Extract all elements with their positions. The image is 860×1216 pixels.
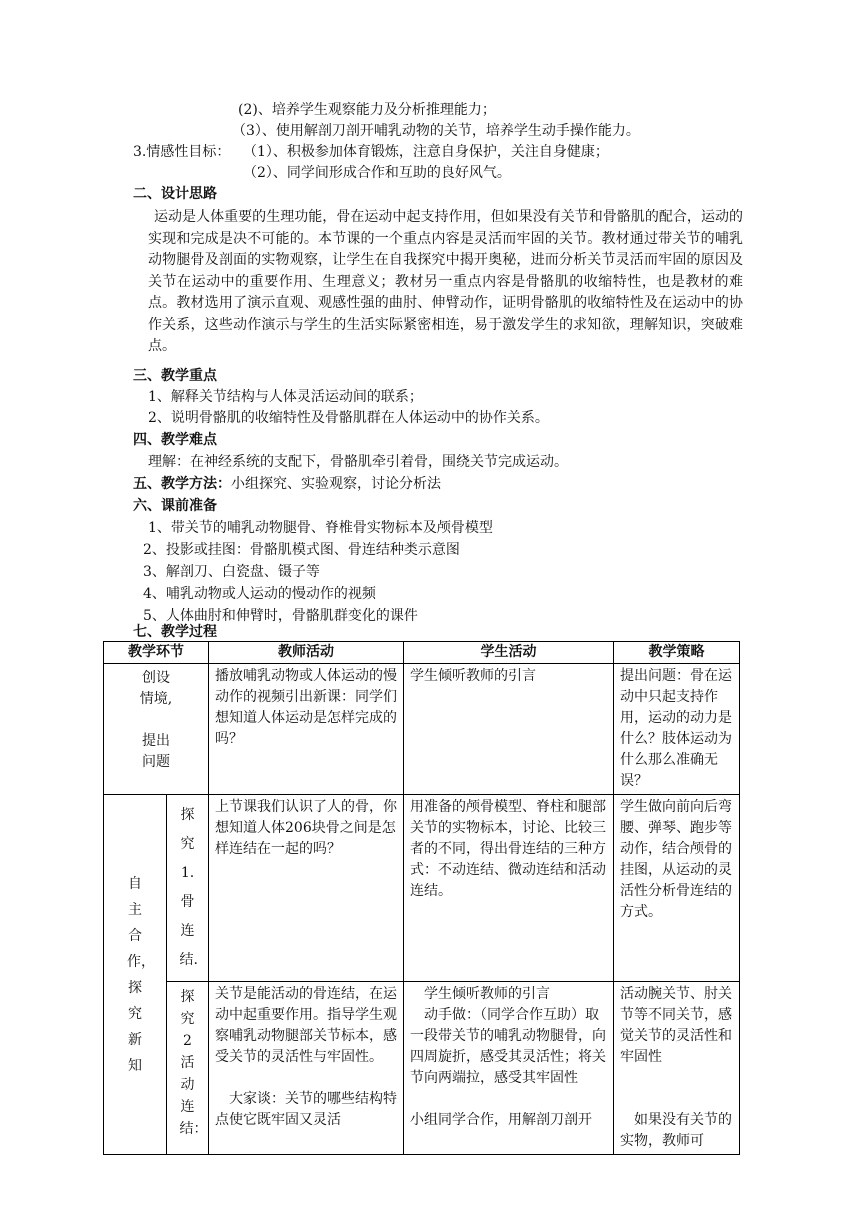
stage-line: 创设 — [142, 670, 170, 686]
row2-student: 用准备的颅骨模型、脊柱和腿部关节的实物标本，讨论、比较三者的不同，得出骨连结的三种方式：不动连结、微动连结和活动连结。 — [404, 795, 614, 982]
key-point-2: 2、说明骨骼肌的收缩特性及骨骼肌群在人体运动中的协作关系。 — [148, 410, 549, 426]
table-header-row — [104, 642, 740, 664]
row3-strategy — [614, 982, 740, 1155]
process-heading: 七、教学过程 — [133, 624, 217, 640]
design-paragraph: 运动是人体重要的生理功能，骨在运动中起支持作用，但如果没有关节和骨骼肌的配合，运动的实现和完成是决不可能的。本节课的一个重点内容是灵活而牢固的关节。教材通过带关节的哺乳动物腿骨及剖面的实物观察，让学生在自我探究中揭开奥秘，进而分析关节灵活而牢固的原因及关节在运动中的重要作用、生理意义；教材另一重点内容是骨骼肌的收缩特性，也是教材的难点。教材选用了演示直观、观感性强的曲肘、伸臂动作，证明骨骼肌的收缩特性及在运动中的协作关系，这些动作演示与学生的生活实际紧密相连，易于激发学生的求知欲，理解知识，突破难点。 — [148, 209, 743, 354]
prep-item-4: 4、哺乳动物或人运动的慢动作的视频 — [143, 586, 376, 602]
row1-teacher: 播放哺乳动物或人体运动的慢动作的视频引出新课：同学们想知道人体运动是怎样完成的吗？ — [209, 664, 404, 795]
key-points-heading: 三、教学重点 — [133, 368, 217, 384]
emotion-objective-1: （1）、积极参加体育锻炼，注意自身保护，关注自身健康； — [243, 144, 609, 160]
row2-teacher: 上节课我们认识了人的骨，你想知道人体206块骨之间是怎样连结在一起的吗？ — [209, 795, 404, 982]
row3-student — [404, 982, 614, 1155]
row1-strategy: 提出问题：骨在运动中只起支持作用，运动的动力是什么？肢体运动为什么那么准确无误？ — [614, 664, 740, 795]
design-heading: 二、设计思路 — [133, 186, 217, 202]
row3-teacher-text-a: 关节是能活动的骨连结，在运动中起重要作用。指导学生观察哺乳动物腿部关节标本，感受关节的灵活性与牢固性。 — [215, 986, 397, 1065]
stage-line: 情境, — [139, 691, 173, 707]
row3-student-text-a: 学生倾听教师的引言 — [424, 986, 550, 1002]
table-row — [104, 982, 740, 1155]
header-strategy: 教学策略 — [614, 642, 740, 664]
sub-stage-label: 探究2活动连结： — [179, 989, 208, 1137]
difficulty-text: 理解：在神经系统的支配下，骨骼肌牵引着骨，围绕关节完成运动。 — [148, 454, 568, 470]
group-label: 自主合作，探究新知 — [127, 875, 155, 1074]
difficulty-heading: 四、教学难点 — [133, 432, 217, 448]
row3-strategy-text-b: 如果没有关节的实物，教师可 — [620, 1112, 732, 1149]
method-text: 小组探究、实验观察，讨论分析法 — [231, 476, 441, 492]
stage-create-situation — [104, 664, 209, 795]
prep-item-2: 2、投影或挂图：骨骼肌模式图、骨连结种类示意图 — [143, 542, 460, 558]
skill-objective-2: (2)、培养学生观察能力及分析推理能力； — [238, 102, 496, 118]
prep-item-3: 3、解剖刀、白瓷盘、镊子等 — [143, 564, 320, 580]
table-row — [104, 795, 740, 982]
row2-strategy: 学生做向前向后弯腰、弹琴、跑步等动作，结合颅骨的挂图，从运动的灵活性分析骨连结的方式。 — [614, 795, 740, 982]
row3-student-text-b: 动手做：（同学合作互助）取一段带关节的哺乳动物腿骨，向四周旋折，感受其灵活性；将关节向两端拉，感受其牢固性 — [410, 1007, 606, 1086]
sub-stage-active-joint — [167, 982, 209, 1155]
row3-student-text-c: 小组同学合作，用解剖刀剖开 — [410, 1112, 592, 1128]
preparation-heading: 六、课前准备 — [133, 498, 217, 514]
table-row — [104, 664, 740, 795]
emotion-objective-2: （2）、同学间形成合作和互助的良好风气。 — [243, 165, 511, 181]
method-line — [133, 474, 441, 494]
teaching-process-table — [103, 641, 740, 1155]
skill-objective-3: （3）、使用解剖刀剖开哺乳动物的关节，培养学生动手操作能力。 — [232, 123, 640, 139]
sub-stage-label: 探究1.骨连结. — [179, 807, 198, 968]
stage-line: 提出 — [142, 733, 170, 749]
method-heading: 五、教学方法： — [133, 476, 231, 492]
row3-strategy-text-a: 活动腕关节、肘关节等不同关节，感觉关节的灵活性和牢固性 — [620, 986, 732, 1065]
stage-line: 问题 — [142, 754, 170, 770]
header-teacher: 教师活动 — [209, 642, 404, 664]
header-stage: 教学环节 — [104, 642, 209, 664]
row3-teacher — [209, 982, 404, 1155]
sub-stage-bone-joint — [167, 795, 209, 982]
emotion-objective-label: 3.情感性目标： — [133, 144, 231, 160]
row3-teacher-text-b: 大家谈：关节的哪些结构特点使它既牢固又灵活 — [215, 1091, 397, 1128]
row1-student: 学生倾听教师的引言 — [404, 664, 614, 795]
group-explore-new-knowledge — [104, 795, 167, 1155]
prep-item-5: 5、人体曲肘和伸臂时，骨骼肌群变化的课件 — [143, 608, 418, 624]
header-student: 学生活动 — [404, 642, 614, 664]
key-point-1: 1、解释关节结构与人体灵活运动间的联系； — [148, 389, 423, 405]
prep-item-1: 1、带关节的哺乳动物腿骨、脊椎骨实物标本及颅骨模型 — [148, 520, 493, 536]
